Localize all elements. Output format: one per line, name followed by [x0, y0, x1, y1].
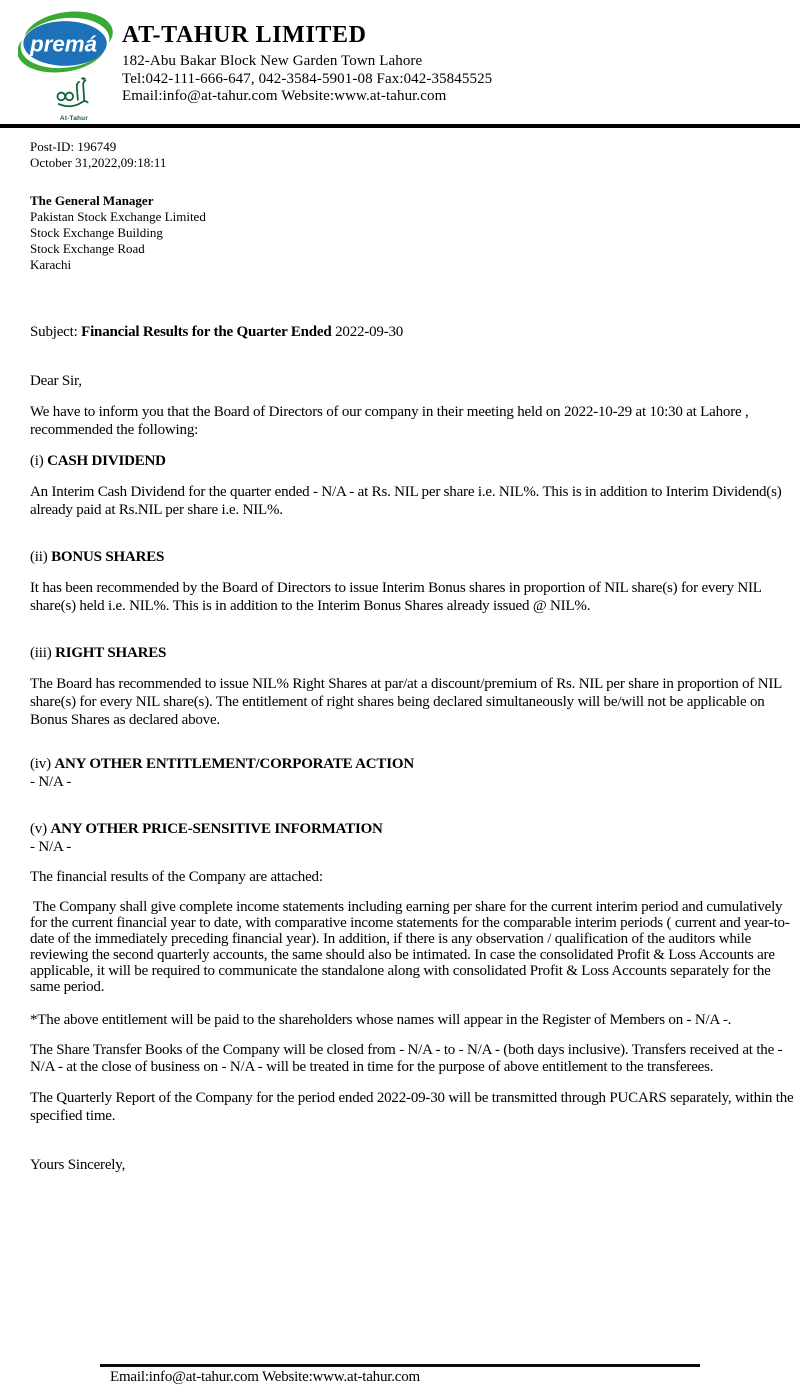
section-body-right-shares: The Board has recommended to issue NIL% Right Shares at par/at a discount/premium of Rs. NIL per share in proportion of NIL share(s) for every NIL share(s). The entitlement of right shares being declared simultaneously will be/will not be applicable on Bonus Shares as declared above.: [30, 676, 782, 728]
entitlement-note: *The above entitlement will be paid to the shareholders whose names will appear in the Register of Members on - N/A -.: [30, 1012, 732, 1028]
income-statement-note: The Company shall give complete income statements including earning per share for the current interim period and cumulatively for the current financial year to date, with comparative income statements for the comparable interim periods ( current and year-to-date of the immediately preceding financial year). In addition, if there is any observation / qualification of the auditors while reviewing the second quarterly accounts, the same should also be intimated. In case the consolidated Profit & Loss Accounts are applicable, it will be required to communicate the standalone along with consolidated Profit & Loss Accounts separately for the same period.: [30, 899, 790, 995]
section-heading-right-shares: [30, 644, 795, 662]
subject-date: 2022-09-30: [335, 324, 404, 340]
addressee-line: Karachi: [30, 257, 72, 272]
addressee-block: [30, 193, 795, 273]
section-title: ANY OTHER PRICE-SENSITIVE INFORMATION: [50, 821, 383, 837]
share-transfer-note: The Share Transfer Books of the Company will be closed from - N/A - to - N/A - (both days inclusive). Transfers received at the - N/A - at the close of business on - N/A - will be treated in time for the purpose of above entitlement to the transferees.: [30, 1042, 783, 1075]
header-divider: [0, 124, 800, 128]
greeting: Dear Sir,: [30, 373, 82, 389]
section-body-price-sensitive: - N/A -: [30, 839, 72, 855]
company-phone-fax: Tel:042-111-666-647, 042-3584-5901-08 Fax:042-35845525: [122, 70, 493, 87]
addressee-line: Pakistan Stock Exchange Limited: [30, 209, 206, 224]
addressee-line: Stock Exchange Road: [30, 241, 145, 256]
section-number: (iv): [30, 756, 51, 772]
section-heading-other-entitlement: [30, 755, 795, 773]
company-email-website: Email:info@at-tahur.com Website:www.at-tahur.com: [122, 88, 447, 104]
post-datetime: October 31,2022,09:18:11: [30, 155, 167, 170]
section-title: CASH DIVIDEND: [47, 453, 166, 469]
section-heading-cash-dividend: [30, 452, 795, 470]
at-tahur-calligraphy-icon: [52, 76, 96, 110]
section-heading-bonus-shares: [30, 548, 795, 566]
section-heading-price-sensitive: [30, 820, 795, 838]
post-meta: [30, 139, 795, 171]
addressee-line: Stock Exchange Building: [30, 225, 163, 240]
quarterly-report-note: The Quarterly Report of the Company for the period ended 2022-09-30 will be transmitted through PUCARS separately, within the specified time.: [30, 1090, 794, 1124]
section-number: (v): [30, 821, 47, 837]
subject-prefix: Subject:: [30, 324, 78, 340]
logo-caption: At-Tahur: [59, 115, 89, 122]
company-address: 182-Abu Bakar Block New Garden Town Lahore: [122, 53, 423, 69]
section-body-cash-dividend: An Interim Cash Dividend for the quarter ended - N/A - at Rs. NIL per share i.e. NIL%. This is in addition to Interim Dividend(s) already paid at Rs.NIL per share i.e. NIL%.: [30, 484, 782, 518]
section-number: (ii): [30, 549, 48, 565]
intro-paragraph: We have to inform you that the Board of Directors of our company in their meeting held on 2022-10-29 at 10:30 at Lahore , recommended the following:: [30, 404, 749, 438]
company-name: AT-TAHUR LIMITED: [122, 22, 367, 48]
section-title: ANY OTHER ENTITLEMENT/CORPORATE ACTION: [54, 756, 414, 772]
svg-text:®: ®: [101, 54, 107, 62]
results-attached-line: The financial results of the Company are attached:: [30, 869, 323, 885]
section-body-other-entitlement: - N/A -: [30, 774, 72, 790]
addressee-title: The General Manager: [30, 193, 154, 208]
subject-bold-text: Financial Results for the Quarter Ended: [81, 324, 332, 340]
signoff: Yours Sincerely,: [30, 1157, 126, 1173]
letterhead-text: [122, 22, 492, 106]
footer-contact: Email:info@at-tahur.com Website:www.at-tahur.com: [110, 1369, 421, 1385]
section-number: (iii): [30, 645, 52, 661]
footer-divider: [100, 1364, 700, 1367]
letter-body: [30, 139, 795, 1174]
company-logo: [18, 10, 118, 122]
svg-text:premá: premá: [30, 31, 98, 57]
prema-logo-icon: [18, 10, 115, 74]
at-tahur-calligraphy: [38, 76, 110, 122]
subject-line: [30, 323, 795, 341]
section-body-bonus-shares: It has been recommended by the Board of Directors to issue Interim Bonus shares in proportion of NIL share(s) for every NIL share(s) held i.e. NIL%. This is in addition to the Interim Bonus Shares already issued @ NIL%.: [30, 580, 762, 614]
section-title: RIGHT SHARES: [55, 645, 167, 661]
letterhead: [0, 0, 800, 129]
section-title: BONUS SHARES: [51, 549, 165, 565]
post-id: Post-ID: 196749: [30, 139, 117, 154]
section-number: (i): [30, 453, 44, 469]
